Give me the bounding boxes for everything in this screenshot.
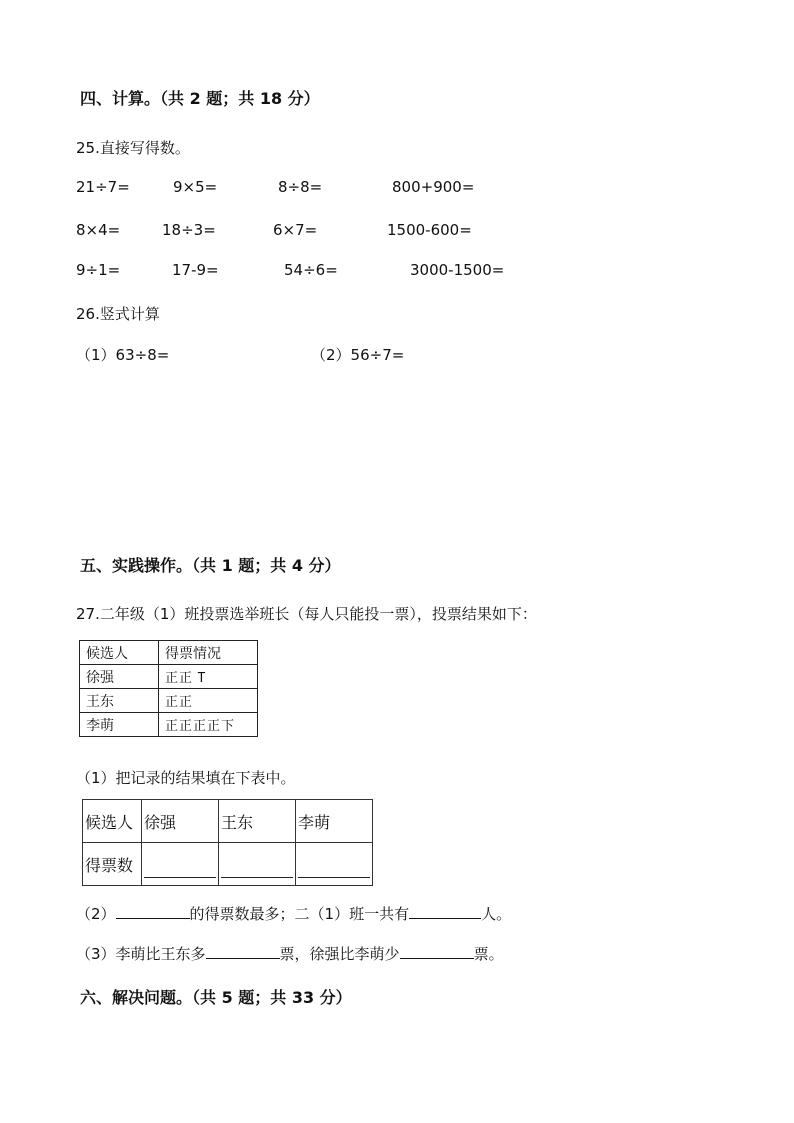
- q27-part-2-prefix: （2）: [76, 905, 116, 923]
- section-6-heading: 六、解决问题。（共 5 题；共 33 分）: [80, 988, 352, 1007]
- q25-item: 21÷7=: [76, 178, 130, 196]
- q27-part-3-suffix: 票。: [473, 945, 504, 963]
- candidate-name: 李萌: [80, 713, 159, 737]
- table-row: [83, 843, 373, 886]
- tally-partial-mark: T: [197, 671, 206, 686]
- table-row: [80, 713, 258, 737]
- table-header: 得票情况: [159, 641, 258, 665]
- table-row: [80, 641, 258, 665]
- table-header: 王东: [219, 800, 296, 843]
- candidate-name: 徐强: [80, 665, 159, 689]
- tally-table: [79, 640, 258, 737]
- answer-blank[interactable]: [116, 904, 190, 919]
- tally-cell: [159, 713, 258, 737]
- table-row: [83, 800, 373, 843]
- candidate-name: 王东: [80, 689, 159, 713]
- table-row-label: 得票数: [83, 843, 142, 886]
- answer-blank[interactable]: [219, 843, 296, 886]
- tally-partial-mark: 下: [221, 719, 235, 734]
- q27-part-3-middle: 票，徐强比李萌少: [279, 945, 400, 963]
- q26-part-2: （2）56÷7=: [311, 346, 405, 364]
- q25-item: 3000-1500=: [410, 261, 505, 279]
- q26-part-1: （1）63÷8=: [76, 346, 170, 364]
- answer-blank[interactable]: [400, 944, 474, 959]
- table-header: 候选人: [80, 641, 159, 665]
- q27-title: 27.二年级（1）班投票选举班长（每人只能投一票），投票结果如下：: [76, 605, 537, 623]
- tally-marks: 正正: [165, 671, 194, 686]
- answer-blank[interactable]: [142, 843, 219, 886]
- tally-cell: [159, 665, 258, 689]
- table-row: [80, 689, 258, 713]
- q25-item: 18÷3=: [162, 221, 216, 239]
- q25-item: 9×5=: [173, 178, 218, 196]
- q27-part-3: [76, 943, 504, 964]
- answer-blank[interactable]: [206, 944, 280, 959]
- answer-blank[interactable]: [296, 843, 373, 886]
- table-header: 徐强: [142, 800, 219, 843]
- q25-item: 6×7=: [273, 221, 318, 239]
- q25-item: 8÷8=: [278, 178, 323, 196]
- q27-part-2-suffix: 人。: [481, 905, 512, 923]
- table-header: 候选人: [83, 800, 142, 843]
- q25-item: 1500-600=: [387, 221, 472, 239]
- q25-item: 17-9=: [172, 261, 219, 279]
- fill-table: [82, 799, 373, 886]
- q26-title: 26.竖式计算: [76, 305, 160, 323]
- section-5-heading: 五、实践操作。（共 1 题；共 4 分）: [80, 556, 341, 575]
- q25-item: 800+900=: [392, 178, 475, 196]
- q25-item: 54÷6=: [284, 261, 338, 279]
- q25-title: 25.直接写得数。: [76, 139, 190, 157]
- section-4-heading: 四、计算。（共 2 题；共 18 分）: [80, 89, 320, 108]
- q25-item: 9÷1=: [76, 261, 121, 279]
- tally-marks: 正正正正: [165, 719, 222, 734]
- tally-cell: [159, 689, 258, 713]
- q27-part-1: （1）把记录的结果填在下表中。: [76, 769, 296, 787]
- answer-blank[interactable]: [409, 904, 481, 919]
- tally-marks: 正正: [165, 695, 194, 710]
- q27-part-2: [76, 903, 511, 924]
- q25-item: 8×4=: [76, 221, 121, 239]
- table-header: 李萌: [296, 800, 373, 843]
- q27-part-2-middle: 的得票数最多；二（1）班一共有: [189, 905, 410, 923]
- table-row: [80, 665, 258, 689]
- q27-part-3-prefix: （3）李萌比王东多: [76, 945, 206, 963]
